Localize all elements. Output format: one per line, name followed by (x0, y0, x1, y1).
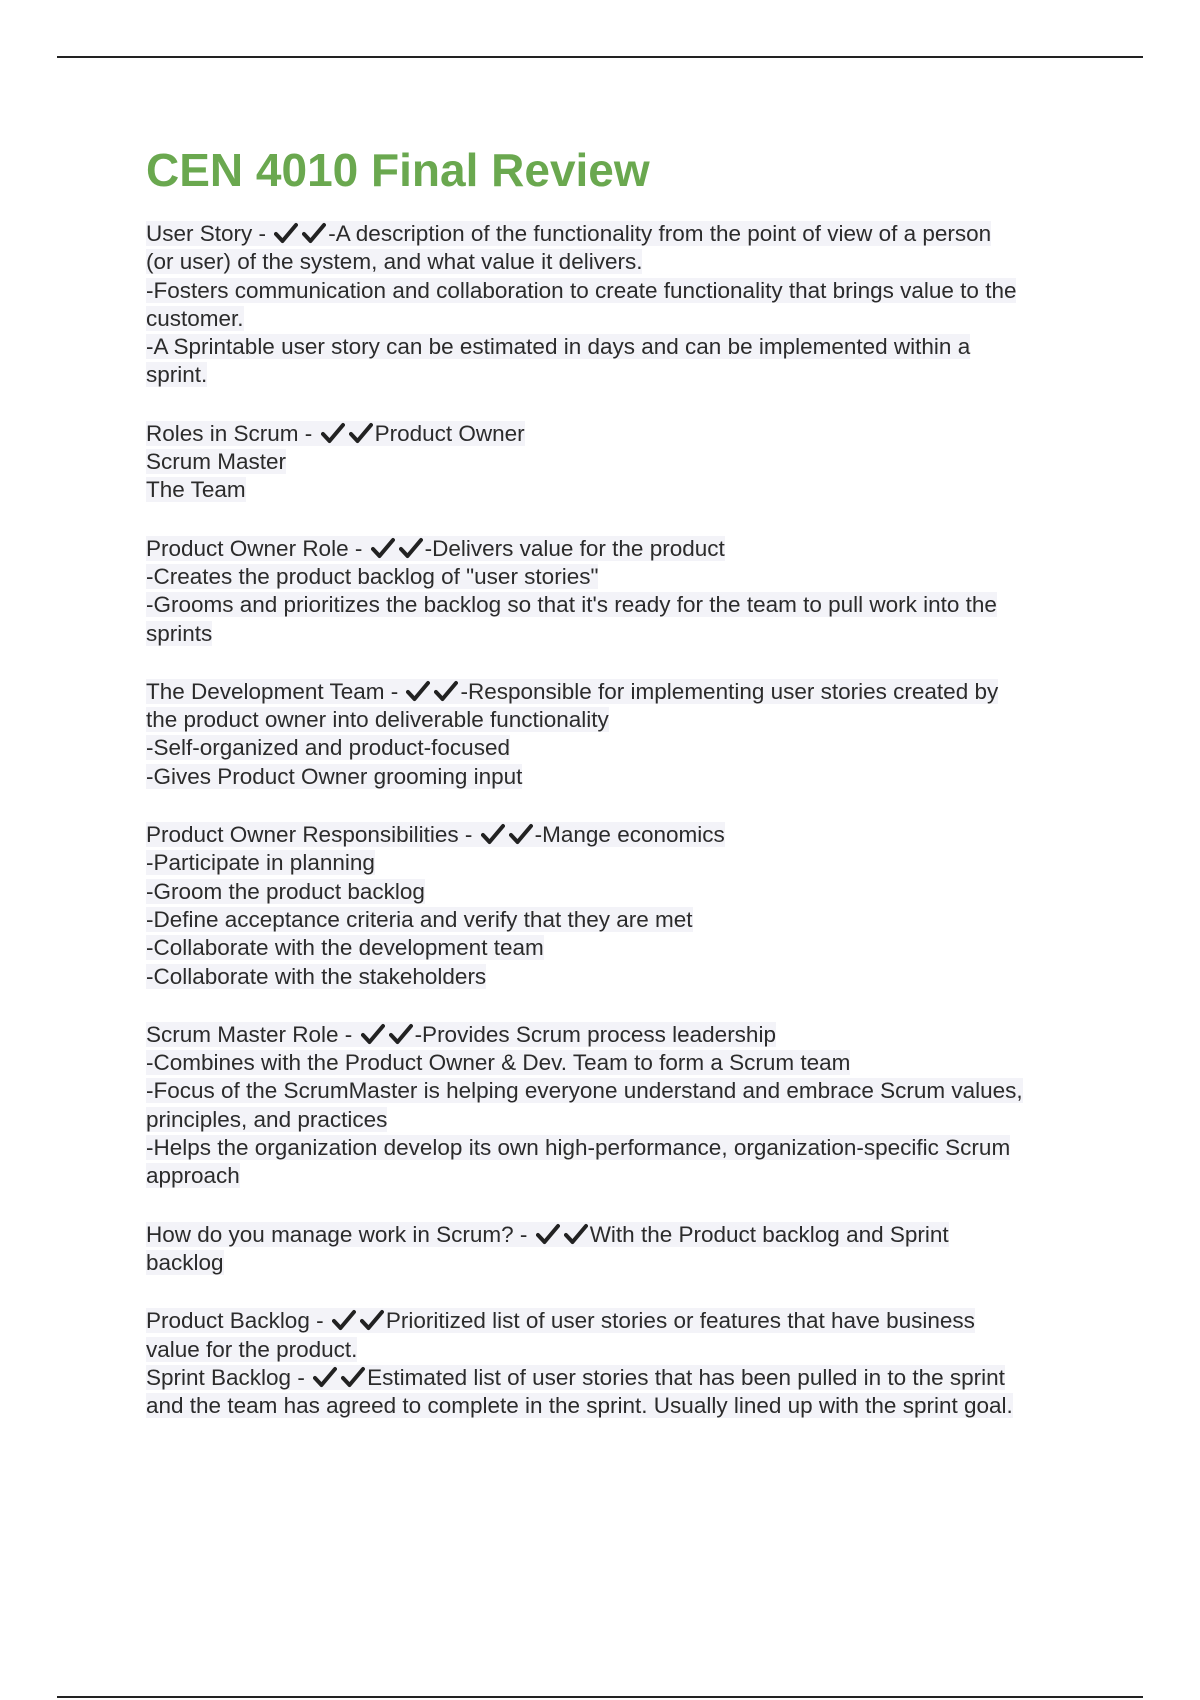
entry-line: -Helps the organization develop its own high-performance, organization-specific Scrum (146, 1135, 1011, 1161)
page-title: CEN 4010 Final Review (146, 144, 650, 196)
entry-sprint-backlog (146, 1364, 1106, 1421)
entry-line: -Groom the product backlog (146, 878, 425, 904)
entry-line: -Provides Scrum process leadership (414, 1021, 776, 1047)
entry-line: -Creates the product backlog of "user stories" (146, 563, 599, 589)
entry-user-story (146, 220, 1106, 390)
check-icon (371, 537, 395, 559)
entry-line: customer. (146, 305, 244, 331)
entry-line: value for the product. (146, 1336, 358, 1362)
entry-line: -Combines with the Product Owner & Dev. Team to form a Scrum team (146, 1050, 851, 1076)
entry-line: -A Sprintable user story can be estimated in days and can be implemented within a (146, 334, 971, 360)
check-icon (434, 680, 458, 702)
entry-term: Product Backlog - (146, 1308, 324, 1334)
entry-manage-work (146, 1221, 1106, 1278)
check-icon (509, 823, 533, 845)
entry-term: Product Owner Responsibilities - (146, 822, 473, 848)
entry-line: approach (146, 1163, 240, 1189)
check-icon (360, 1309, 384, 1331)
check-icon (341, 1366, 365, 1388)
entry-line: -Collaborate with the development team (146, 935, 544, 961)
entry-product-owner-responsibilities (146, 821, 1106, 991)
entry-term: Scrum Master Role - (146, 1021, 353, 1047)
check-icon (399, 537, 423, 559)
entry-line: -Define acceptance criteria and verify that they are met (146, 906, 693, 932)
entry-term: User Story - (146, 221, 267, 246)
entry-line: sprints (146, 620, 213, 646)
entry-line: the product owner into deliverable functionality (146, 707, 609, 733)
check-icon (349, 422, 373, 444)
check-icon (536, 1223, 560, 1245)
entry-roles-in-scrum (146, 420, 1106, 505)
entry-line: Prioritized list of user stories or features that have business (385, 1308, 975, 1334)
entry-line: principles, and practices (146, 1106, 388, 1132)
check-icon (406, 680, 430, 702)
entry-term: Product Owner Role - (146, 535, 363, 561)
check-icon (274, 222, 298, 244)
entry-product-backlog (146, 1307, 1106, 1364)
entry-line: -Focus of the ScrumMaster is helping everyone understand and embrace Scrum values, (146, 1078, 1023, 1104)
entry-line: Scrum Master (146, 449, 287, 475)
check-icon (481, 823, 505, 845)
entry-line: With the Product backlog and Sprint (589, 1221, 949, 1247)
entry-development-team (146, 678, 1106, 791)
check-icon (302, 222, 326, 244)
entry-term: How do you manage work in Scrum? - (146, 1221, 528, 1247)
entry-term: Sprint Backlog - (146, 1364, 305, 1390)
check-icon (361, 1023, 385, 1045)
check-icon (313, 1366, 337, 1388)
document-body (146, 140, 1106, 1450)
entry-line: (or user) of the system, and what value it delivers. (146, 249, 643, 275)
entry-line: -Responsible for implementing user stories created by (460, 678, 999, 704)
entry-term: Roles in Scrum - (146, 420, 313, 446)
entry-line: Estimated list of user stories that has been pulled in to the sprint (367, 1364, 1005, 1390)
entry-line: -Gives Product Owner grooming input (146, 763, 523, 789)
entry-line: -Fosters communication and collaboration to create functionality that brings value to the (146, 277, 1017, 303)
entry-line: Product Owner (374, 420, 525, 446)
entry-line: -Grooms and prioritizes the backlog so that it's ready for the team to pull work into the (146, 592, 997, 618)
entry-product-owner-role (146, 535, 1106, 648)
entry-line: -A description of the functionality from the point of view of a person (328, 221, 992, 246)
check-icon (564, 1223, 588, 1245)
footer-rule (57, 1696, 1143, 1698)
entry-line: The Team (146, 477, 246, 503)
entry-line: -Mange economics (534, 822, 725, 848)
entry-scrum-master-role (146, 1021, 1106, 1191)
entry-line: -Collaborate with the stakeholders (146, 963, 487, 989)
entry-line: sprint. (146, 362, 208, 388)
entry-line: -Delivers value for the product (424, 535, 725, 561)
entry-line: -Participate in planning (146, 850, 375, 876)
check-icon (332, 1309, 356, 1331)
entry-term: The Development Team - (146, 678, 399, 704)
entry-line: -Self-organized and product-focused (146, 735, 510, 761)
header-rule (57, 56, 1143, 58)
entry-line: backlog (146, 1249, 224, 1275)
check-icon (321, 422, 345, 444)
entry-line: and the team has agreed to complete in the sprint. Usually lined up with the sprint goal. (146, 1393, 1013, 1419)
check-icon (389, 1023, 413, 1045)
